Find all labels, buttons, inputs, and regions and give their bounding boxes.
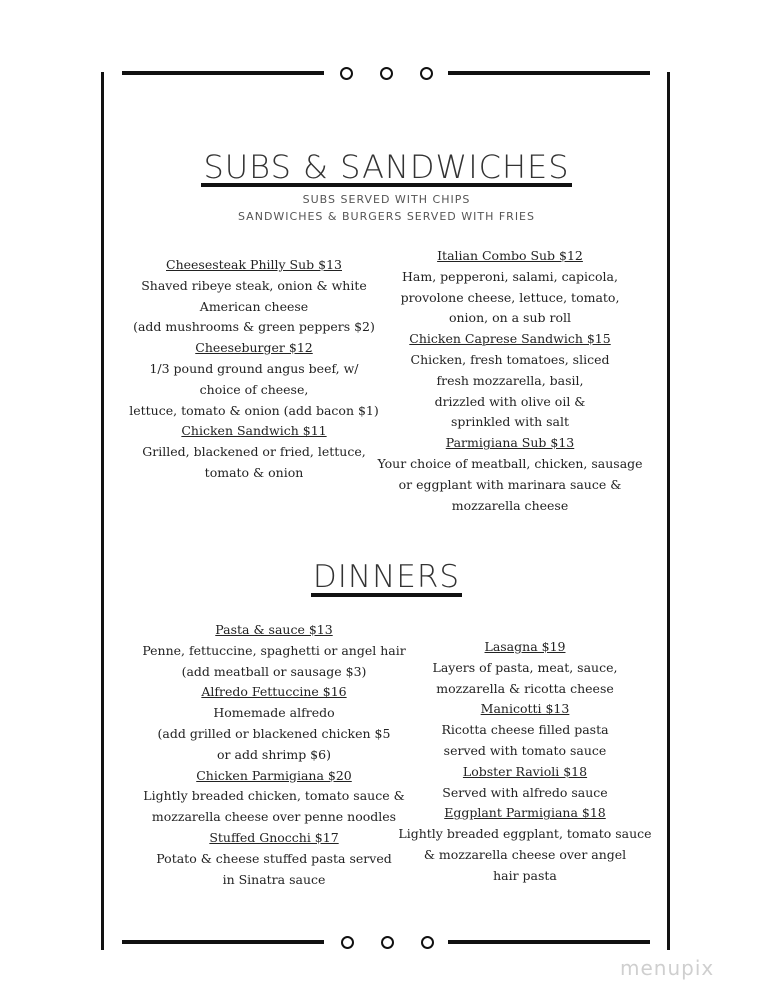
- menu-item-heading: Cheeseburger $12: [195, 340, 313, 356]
- menu-item-description: lettuce, tomato & onion (add bacon $1): [129, 402, 379, 418]
- menu-item-heading: Lasagna $19: [484, 639, 566, 654]
- menu-item-description: American cheese: [199, 298, 309, 314]
- menu-item-heading: Stuffed Gnocchi $17: [209, 829, 339, 845]
- menu-item-description: Penne, fettuccine, spaghetti or angel hair: [142, 642, 406, 658]
- subs-left-column: [114, 255, 394, 484]
- menu-item-description: choice of cheese,: [199, 381, 309, 397]
- menu-item-description: Layers of pasta, meat, sauce,: [432, 659, 618, 675]
- menu-item-description: & mozzarella cheese over angel: [423, 846, 627, 862]
- menu-item-description: Grilled, blackened or fried, lettuce,: [142, 444, 366, 460]
- menu-item-description: or add shrimp $6): [217, 746, 331, 762]
- menu-item-description: provolone cheese, lettuce, tomato,: [400, 289, 620, 305]
- bottom-ornament-dot-icon: [341, 936, 354, 949]
- menu-item-heading: Cheesesteak Philly Sub $13: [166, 257, 342, 272]
- menu-item-description: onion, on a sub roll: [448, 310, 571, 326]
- dinners-title-text: DINNERS: [312, 559, 461, 595]
- bottom-ornament-dot-icon: [381, 936, 394, 949]
- menu-item-description: (add mushrooms & green peppers $2): [133, 319, 375, 335]
- top-rule-left: [122, 71, 324, 75]
- menu-item-description: drizzled with olive oil &: [434, 393, 586, 409]
- subs-note-fries: SANDWICHES & BURGERS SERVED WITH FRIES: [238, 210, 535, 223]
- top-ornament-dot-icon: [380, 67, 393, 80]
- menu-item-description: or eggplant with marinara sauce &: [398, 476, 622, 492]
- menu-item-heading: Lobster Ravioli $18: [462, 763, 588, 779]
- menu-item-description: 1/3 pound ground angus beef, w/: [149, 360, 359, 376]
- bottom-rule-right: [448, 940, 650, 944]
- menu-item-description: Homemade alfredo: [213, 705, 335, 721]
- menu-item-description: hair pasta: [493, 867, 557, 883]
- menu-item-description: Ham, pepperoni, salami, capicola,: [402, 268, 618, 284]
- dinners-right-column: [370, 637, 680, 887]
- menu-item-description: Served with alfredo sauce: [442, 784, 608, 800]
- subs-right-column: [370, 246, 650, 516]
- menu-item-description: Shaved ribeye steak, onion & white: [141, 277, 367, 293]
- menu-item-description: Lightly breaded eggplant, tomato sauce: [398, 826, 652, 842]
- menu-item-description: Potato & cheese stuffed pasta served: [156, 850, 392, 866]
- menu-item-description: mozzarella & ricotta cheese: [436, 680, 614, 696]
- menu-item-heading: Chicken Sandwich $11: [181, 423, 327, 439]
- menu-item-description: served with tomato sauce: [443, 742, 607, 758]
- menu-item-description: Chicken, fresh tomatoes, sliced: [410, 351, 610, 367]
- menu-item-heading: Italian Combo Sub $12: [437, 248, 583, 263]
- top-rule-right: [448, 71, 650, 75]
- menu-item-heading: Eggplant Parmigiana $18: [444, 805, 606, 821]
- top-ornament-dot-icon: [420, 67, 433, 80]
- subs-note-chips: SUBS SERVED WITH CHIPS: [302, 193, 471, 206]
- menu-item-heading: Chicken Parmigiana $20: [196, 767, 352, 783]
- menu-item-heading: Manicotti $13: [480, 701, 570, 717]
- menu-item-description: tomato & onion: [204, 464, 304, 480]
- menu-item-description: Ricotta cheese filled pasta: [441, 722, 609, 738]
- menu-item-description: in Sinatra sauce: [222, 871, 326, 887]
- menu-item-description: fresh mozzarella, basil,: [436, 372, 584, 388]
- subs-title-text: SUBS & SANDWICHES: [203, 148, 570, 186]
- menu-item-description: mozzarella cheese: [451, 497, 569, 513]
- menu-item-description: (add meatball or sausage $3): [181, 663, 367, 679]
- menu-item-description: Your choice of meatball, chicken, sausage: [377, 455, 643, 471]
- subs-section-title: [0, 148, 773, 187]
- menu-item-heading: Pasta & sauce $13: [215, 622, 333, 637]
- menu-item-description: mozzarella cheese over penne noodles: [151, 809, 397, 825]
- menu-item-heading: Alfredo Fettuccine $16: [201, 684, 347, 700]
- bottom-rule-left: [122, 940, 324, 944]
- top-ornament-dot-icon: [340, 67, 353, 80]
- menu-item-description: Lightly breaded chicken, tomato sauce &: [143, 788, 405, 804]
- menu-item-heading: Chicken Caprese Sandwich $15: [409, 331, 611, 347]
- menu-item-description: sprinkled with salt: [450, 414, 570, 430]
- menu-item-description: (add grilled or blackened chicken $5: [157, 725, 391, 741]
- menu-item-heading: Parmigiana Sub $13: [445, 435, 575, 451]
- menupix-watermark: menupix: [620, 956, 715, 980]
- bottom-ornament-dot-icon: [421, 936, 434, 949]
- dinners-section-title: [0, 559, 773, 597]
